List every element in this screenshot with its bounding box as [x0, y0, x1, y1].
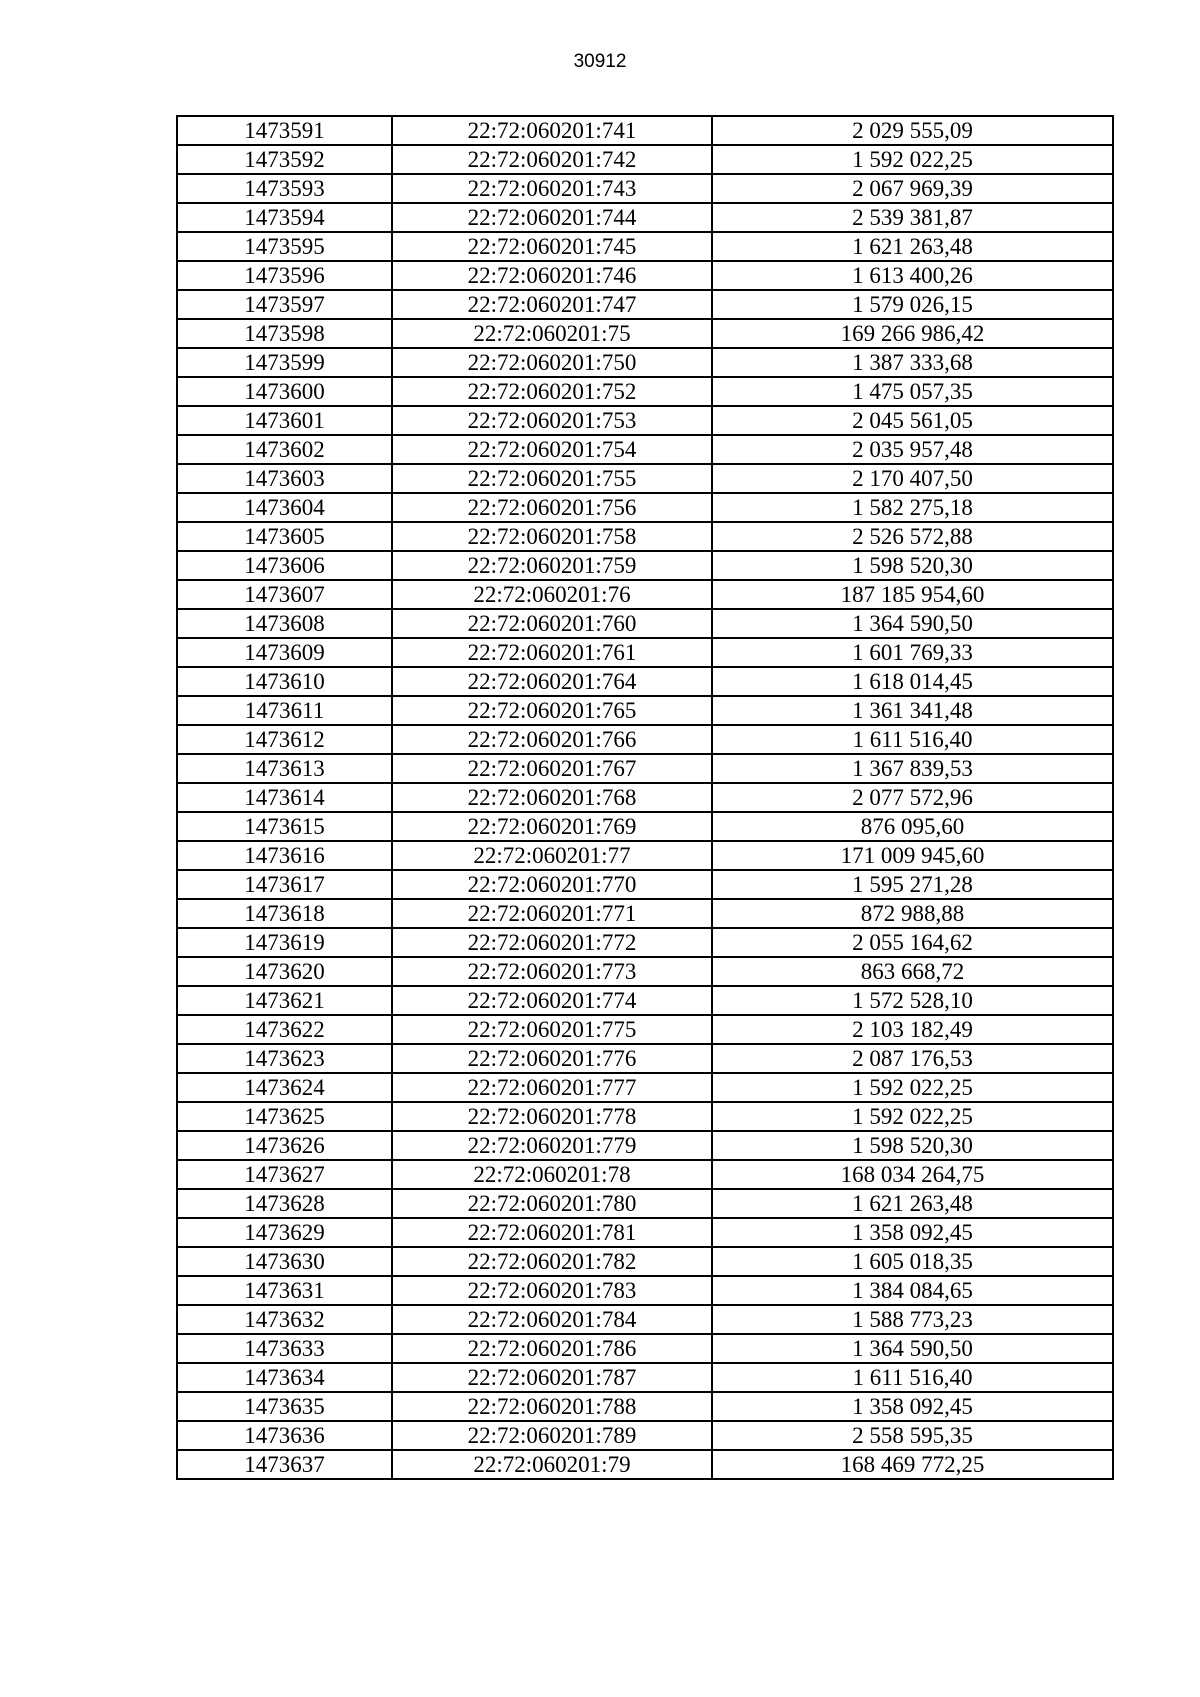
row-number-cell: 1473616: [177, 841, 392, 870]
cadastral-value-cell: 2 055 164,62: [712, 928, 1113, 957]
cadastral-number-cell: 22:72:060201:781: [392, 1218, 712, 1247]
table-row: [177, 522, 1113, 551]
table-row: [177, 1189, 1113, 1218]
cadastral-value-cell: 1 358 092,45: [712, 1218, 1113, 1247]
cadastral-number-cell: 22:72:060201:747: [392, 290, 712, 319]
cadastral-value-cell: 2 558 595,35: [712, 1421, 1113, 1450]
row-number-cell: 1473591: [177, 116, 392, 145]
registry-table: [176, 115, 1114, 1480]
table-row: [177, 1363, 1113, 1392]
row-number-cell: 1473618: [177, 899, 392, 928]
cadastral-number-cell: 22:72:060201:746: [392, 261, 712, 290]
table-row: [177, 174, 1113, 203]
cadastral-value-cell: 2 539 381,87: [712, 203, 1113, 232]
cadastral-number-cell: 22:72:060201:786: [392, 1334, 712, 1363]
cadastral-value-cell: 1 611 516,40: [712, 725, 1113, 754]
cadastral-number-cell: 22:72:060201:764: [392, 667, 712, 696]
cadastral-number-cell: 22:72:060201:753: [392, 406, 712, 435]
table-row: [177, 319, 1113, 348]
table-row: [177, 1218, 1113, 1247]
table-row: [177, 406, 1113, 435]
table-row: [177, 1073, 1113, 1102]
cadastral-number-cell: 22:72:060201:758: [392, 522, 712, 551]
cadastral-number-cell: 22:72:060201:772: [392, 928, 712, 957]
cadastral-number-cell: 22:72:060201:789: [392, 1421, 712, 1450]
cadastral-value-cell: 1 592 022,25: [712, 1073, 1113, 1102]
row-number-cell: 1473594: [177, 203, 392, 232]
cadastral-number-cell: 22:72:060201:777: [392, 1073, 712, 1102]
table-row: [177, 1392, 1113, 1421]
cadastral-value-cell: 2 077 572,96: [712, 783, 1113, 812]
cadastral-number-cell: 22:72:060201:771: [392, 899, 712, 928]
cadastral-value-cell: 2 087 176,53: [712, 1044, 1113, 1073]
row-number-cell: 1473631: [177, 1276, 392, 1305]
row-number-cell: 1473613: [177, 754, 392, 783]
row-number-cell: 1473610: [177, 667, 392, 696]
cadastral-value-cell: 1 387 333,68: [712, 348, 1113, 377]
table-row: [177, 696, 1113, 725]
cadastral-number-cell: 22:72:060201:75: [392, 319, 712, 348]
table-row: [177, 435, 1113, 464]
cadastral-value-cell: 1 613 400,26: [712, 261, 1113, 290]
cadastral-number-cell: 22:72:060201:754: [392, 435, 712, 464]
table-row: [177, 928, 1113, 957]
cadastral-value-cell: 2 035 957,48: [712, 435, 1113, 464]
cadastral-number-cell: 22:72:060201:742: [392, 145, 712, 174]
table-row: [177, 725, 1113, 754]
table-row: [177, 870, 1113, 899]
cadastral-number-cell: 22:72:060201:773: [392, 957, 712, 986]
cadastral-value-cell: 1 358 092,45: [712, 1392, 1113, 1421]
cadastral-number-cell: 22:72:060201:787: [392, 1363, 712, 1392]
cadastral-number-cell: 22:72:060201:750: [392, 348, 712, 377]
row-number-cell: 1473624: [177, 1073, 392, 1102]
row-number-cell: 1473621: [177, 986, 392, 1015]
table-row: [177, 203, 1113, 232]
row-number-cell: 1473601: [177, 406, 392, 435]
cadastral-value-cell: 168 034 264,75: [712, 1160, 1113, 1189]
row-number-cell: 1473597: [177, 290, 392, 319]
cadastral-number-cell: 22:72:060201:78: [392, 1160, 712, 1189]
table-row: [177, 783, 1113, 812]
row-number-cell: 1473607: [177, 580, 392, 609]
table-row: [177, 377, 1113, 406]
cadastral-number-cell: 22:72:060201:788: [392, 1392, 712, 1421]
row-number-cell: 1473627: [177, 1160, 392, 1189]
row-number-cell: 1473628: [177, 1189, 392, 1218]
row-number-cell: 1473593: [177, 174, 392, 203]
row-number-cell: 1473596: [177, 261, 392, 290]
table-row: [177, 1131, 1113, 1160]
cadastral-number-cell: 22:72:060201:755: [392, 464, 712, 493]
cadastral-number-cell: 22:72:060201:761: [392, 638, 712, 667]
cadastral-value-cell: 876 095,60: [712, 812, 1113, 841]
cadastral-number-cell: 22:72:060201:774: [392, 986, 712, 1015]
table-row: [177, 638, 1113, 667]
table-row: [177, 116, 1113, 145]
page-number: 30912: [573, 51, 627, 72]
row-number-cell: 1473625: [177, 1102, 392, 1131]
cadastral-value-cell: 1 579 026,15: [712, 290, 1113, 319]
cadastral-value-cell: 1 598 520,30: [712, 551, 1113, 580]
cadastral-value-cell: 1 601 769,33: [712, 638, 1113, 667]
cadastral-number-cell: 22:72:060201:765: [392, 696, 712, 725]
cadastral-number-cell: 22:72:060201:784: [392, 1305, 712, 1334]
table-row: [177, 1276, 1113, 1305]
cadastral-number-cell: 22:72:060201:759: [392, 551, 712, 580]
row-number-cell: 1473630: [177, 1247, 392, 1276]
cadastral-number-cell: 22:72:060201:767: [392, 754, 712, 783]
row-number-cell: 1473635: [177, 1392, 392, 1421]
cadastral-value-cell: 1 621 263,48: [712, 1189, 1113, 1218]
table-row: [177, 957, 1113, 986]
table-row: [177, 1102, 1113, 1131]
row-number-cell: 1473612: [177, 725, 392, 754]
cadastral-value-cell: 2 526 572,88: [712, 522, 1113, 551]
cadastral-number-cell: 22:72:060201:782: [392, 1247, 712, 1276]
table-row: [177, 464, 1113, 493]
cadastral-number-cell: 22:72:060201:741: [392, 116, 712, 145]
cadastral-value-cell: 1 364 590,50: [712, 1334, 1113, 1363]
table-row: [177, 1334, 1113, 1363]
row-number-cell: 1473602: [177, 435, 392, 464]
cadastral-number-cell: 22:72:060201:76: [392, 580, 712, 609]
row-number-cell: 1473604: [177, 493, 392, 522]
table-row: [177, 841, 1113, 870]
cadastral-number-cell: 22:72:060201:744: [392, 203, 712, 232]
cadastral-value-cell: 2 045 561,05: [712, 406, 1113, 435]
row-number-cell: 1473633: [177, 1334, 392, 1363]
row-number-cell: 1473622: [177, 1015, 392, 1044]
cadastral-value-cell: 863 668,72: [712, 957, 1113, 986]
row-number-cell: 1473595: [177, 232, 392, 261]
row-number-cell: 1473592: [177, 145, 392, 174]
table-row: [177, 580, 1113, 609]
table-row: [177, 232, 1113, 261]
table-row: [177, 145, 1113, 174]
cadastral-value-cell: 171 009 945,60: [712, 841, 1113, 870]
row-number-cell: 1473623: [177, 1044, 392, 1073]
cadastral-value-cell: 169 266 986,42: [712, 319, 1113, 348]
cadastral-number-cell: 22:72:060201:778: [392, 1102, 712, 1131]
table-row: [177, 1015, 1113, 1044]
cadastral-value-cell: 1 582 275,18: [712, 493, 1113, 522]
cadastral-value-cell: 1 592 022,25: [712, 145, 1113, 174]
cadastral-number-cell: 22:72:060201:769: [392, 812, 712, 841]
cadastral-value-cell: 1 618 014,45: [712, 667, 1113, 696]
cadastral-number-cell: 22:72:060201:783: [392, 1276, 712, 1305]
cadastral-value-cell: 2 029 555,09: [712, 116, 1113, 145]
cadastral-number-cell: 22:72:060201:743: [392, 174, 712, 203]
row-number-cell: 1473611: [177, 696, 392, 725]
row-number-cell: 1473598: [177, 319, 392, 348]
row-number-cell: 1473620: [177, 957, 392, 986]
cadastral-value-cell: 168 469 772,25: [712, 1450, 1113, 1479]
table-row: [177, 1160, 1113, 1189]
cadastral-value-cell: 1 367 839,53: [712, 754, 1113, 783]
table-row: [177, 899, 1113, 928]
cadastral-number-cell: 22:72:060201:756: [392, 493, 712, 522]
cadastral-value-cell: 187 185 954,60: [712, 580, 1113, 609]
cadastral-number-cell: 22:72:060201:779: [392, 1131, 712, 1160]
table-row: [177, 261, 1113, 290]
cadastral-value-cell: 1 598 520,30: [712, 1131, 1113, 1160]
row-number-cell: 1473606: [177, 551, 392, 580]
cadastral-number-cell: 22:72:060201:760: [392, 609, 712, 638]
row-number-cell: 1473603: [177, 464, 392, 493]
row-number-cell: 1473608: [177, 609, 392, 638]
row-number-cell: 1473626: [177, 1131, 392, 1160]
row-number-cell: 1473599: [177, 348, 392, 377]
table-row: [177, 290, 1113, 319]
row-number-cell: 1473634: [177, 1363, 392, 1392]
cadastral-value-cell: 1 588 773,23: [712, 1305, 1113, 1334]
table-row: [177, 812, 1113, 841]
table-row: [177, 986, 1113, 1015]
table-row: [177, 348, 1113, 377]
row-number-cell: 1473632: [177, 1305, 392, 1334]
table-row: [177, 1247, 1113, 1276]
table-row: [177, 1305, 1113, 1334]
row-number-cell: 1473614: [177, 783, 392, 812]
registry-table-body: [177, 116, 1113, 1479]
table-row: [177, 551, 1113, 580]
row-number-cell: 1473609: [177, 638, 392, 667]
cadastral-value-cell: 1 605 018,35: [712, 1247, 1113, 1276]
table-row: [177, 493, 1113, 522]
cadastral-number-cell: 22:72:060201:77: [392, 841, 712, 870]
table-row: [177, 1450, 1113, 1479]
cadastral-number-cell: 22:72:060201:79: [392, 1450, 712, 1479]
cadastral-number-cell: 22:72:060201:776: [392, 1044, 712, 1073]
cadastral-number-cell: 22:72:060201:780: [392, 1189, 712, 1218]
table-row: [177, 1421, 1113, 1450]
cadastral-value-cell: 872 988,88: [712, 899, 1113, 928]
cadastral-number-cell: 22:72:060201:745: [392, 232, 712, 261]
cadastral-number-cell: 22:72:060201:766: [392, 725, 712, 754]
row-number-cell: 1473605: [177, 522, 392, 551]
row-number-cell: 1473637: [177, 1450, 392, 1479]
cadastral-value-cell: 2 067 969,39: [712, 174, 1113, 203]
row-number-cell: 1473619: [177, 928, 392, 957]
table-row: [177, 667, 1113, 696]
cadastral-value-cell: 1 361 341,48: [712, 696, 1113, 725]
cadastral-value-cell: 1 621 263,48: [712, 232, 1113, 261]
row-number-cell: 1473629: [177, 1218, 392, 1247]
cadastral-number-cell: 22:72:060201:752: [392, 377, 712, 406]
cadastral-value-cell: 2 170 407,50: [712, 464, 1113, 493]
cadastral-value-cell: 1 475 057,35: [712, 377, 1113, 406]
cadastral-value-cell: 2 103 182,49: [712, 1015, 1113, 1044]
cadastral-value-cell: 1 384 084,65: [712, 1276, 1113, 1305]
table-row: [177, 1044, 1113, 1073]
cadastral-value-cell: 1 364 590,50: [712, 609, 1113, 638]
row-number-cell: 1473636: [177, 1421, 392, 1450]
cadastral-value-cell: 1 572 528,10: [712, 986, 1113, 1015]
cadastral-value-cell: 1 592 022,25: [712, 1102, 1113, 1131]
row-number-cell: 1473615: [177, 812, 392, 841]
cadastral-number-cell: 22:72:060201:768: [392, 783, 712, 812]
row-number-cell: 1473617: [177, 870, 392, 899]
cadastral-value-cell: 1 611 516,40: [712, 1363, 1113, 1392]
row-number-cell: 1473600: [177, 377, 392, 406]
cadastral-number-cell: 22:72:060201:770: [392, 870, 712, 899]
table-row: [177, 754, 1113, 783]
cadastral-number-cell: 22:72:060201:775: [392, 1015, 712, 1044]
table-row: [177, 609, 1113, 638]
cadastral-value-cell: 1 595 271,28: [712, 870, 1113, 899]
